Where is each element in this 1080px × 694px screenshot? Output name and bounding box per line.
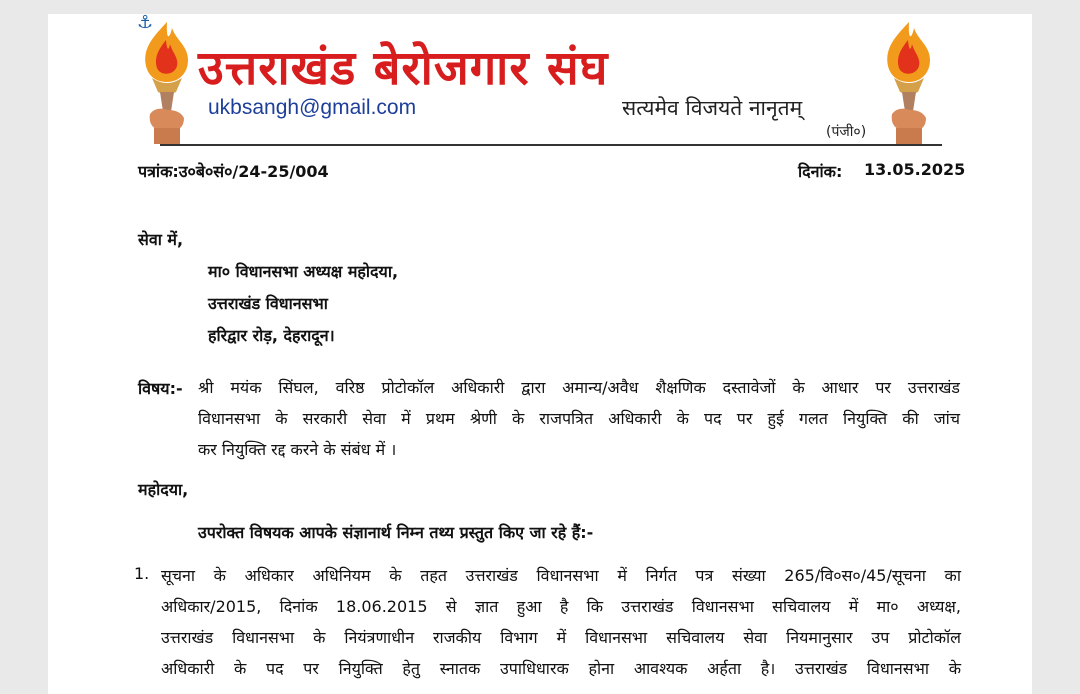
date-label: दिनांक: (798, 162, 843, 181)
intro-text: उपरोक्त विषयक आपके संज्ञानार्थ निम्न तथ्य प्रस्तुत किए जा रहे हैं:- (198, 523, 594, 542)
point-line: अधिकार/2015, दिनांक 18.06.2015 से ज्ञात हुआ है कि उत्तराखंड विधानसभा सचिवालय में मा० अध्यक्ष, (161, 597, 961, 616)
subject-text (198, 372, 960, 465)
reference-number: पत्रांक:उ०बे०सं०/24-25/004 (138, 162, 329, 181)
greeting: महोदया, (138, 480, 189, 499)
document-page (48, 14, 1032, 694)
addressee-line: मा० विधानसभा अध्यक्ष महोदया, (208, 262, 399, 281)
point-text (161, 560, 961, 684)
addressee-line: हरिद्वार रोड़, देहरादून। (208, 326, 335, 345)
salutation-to: सेवा में, (138, 230, 184, 249)
torch-icon (132, 18, 202, 146)
point-number: 1. (134, 564, 150, 583)
registration-mark: (पंजी०) (826, 124, 867, 140)
subject-label: विषय:- (138, 379, 183, 398)
point-line: उत्तराखंड विधानसभा के नियंत्रणाधीन राजकीय विभाग में विधानसभा सचिवालय सेवा नियमानुसार उप प्रोटोकॉल (161, 628, 961, 647)
org-motto: सत्यमेव विजयते नानृतम् (622, 96, 803, 120)
letterhead-divider (160, 144, 942, 146)
torch-icon (874, 18, 944, 146)
subject-line: श्री मयंक सिंघल, वरिष्ठ प्रोटोकॉल अधिकारी द्वारा अमान्य/अवैध शैक्षणिक दस्तावेजों के आधार पर उत्तराखंड (198, 378, 960, 397)
org-email: ukbsangh@gmail.com (208, 96, 417, 119)
org-name: उत्तराखंड बेरोजगार संघ (198, 41, 609, 96)
anchor-icon: ⚓ (137, 12, 154, 33)
subject-line: विधानसभा के सरकारी सेवा में प्रथम श्रेणी के राजपत्रित अधिकारी के पद पर हुई गलत नियुक्ति की जांच (198, 409, 960, 428)
point-line: सूचना के अधिकार अधिनियम के तहत उत्तराखंड विधानसभा में निर्गत पत्र संख्या 265/वि०स०/45/सूचना का (161, 566, 961, 585)
subject-line: कर नियुक्ति रद्द करने के संबंध में । (198, 440, 397, 459)
addressee-line: उत्तराखंड विधानसभा (208, 294, 328, 313)
letter-date: 13.05.2025 (864, 160, 966, 179)
point-line: अधिकारी के पद पर नियुक्ति हेतु स्नातक उपाधिधारक होना आवश्यक अर्हता है। उत्तराखंड विधानसभा के (161, 659, 961, 678)
